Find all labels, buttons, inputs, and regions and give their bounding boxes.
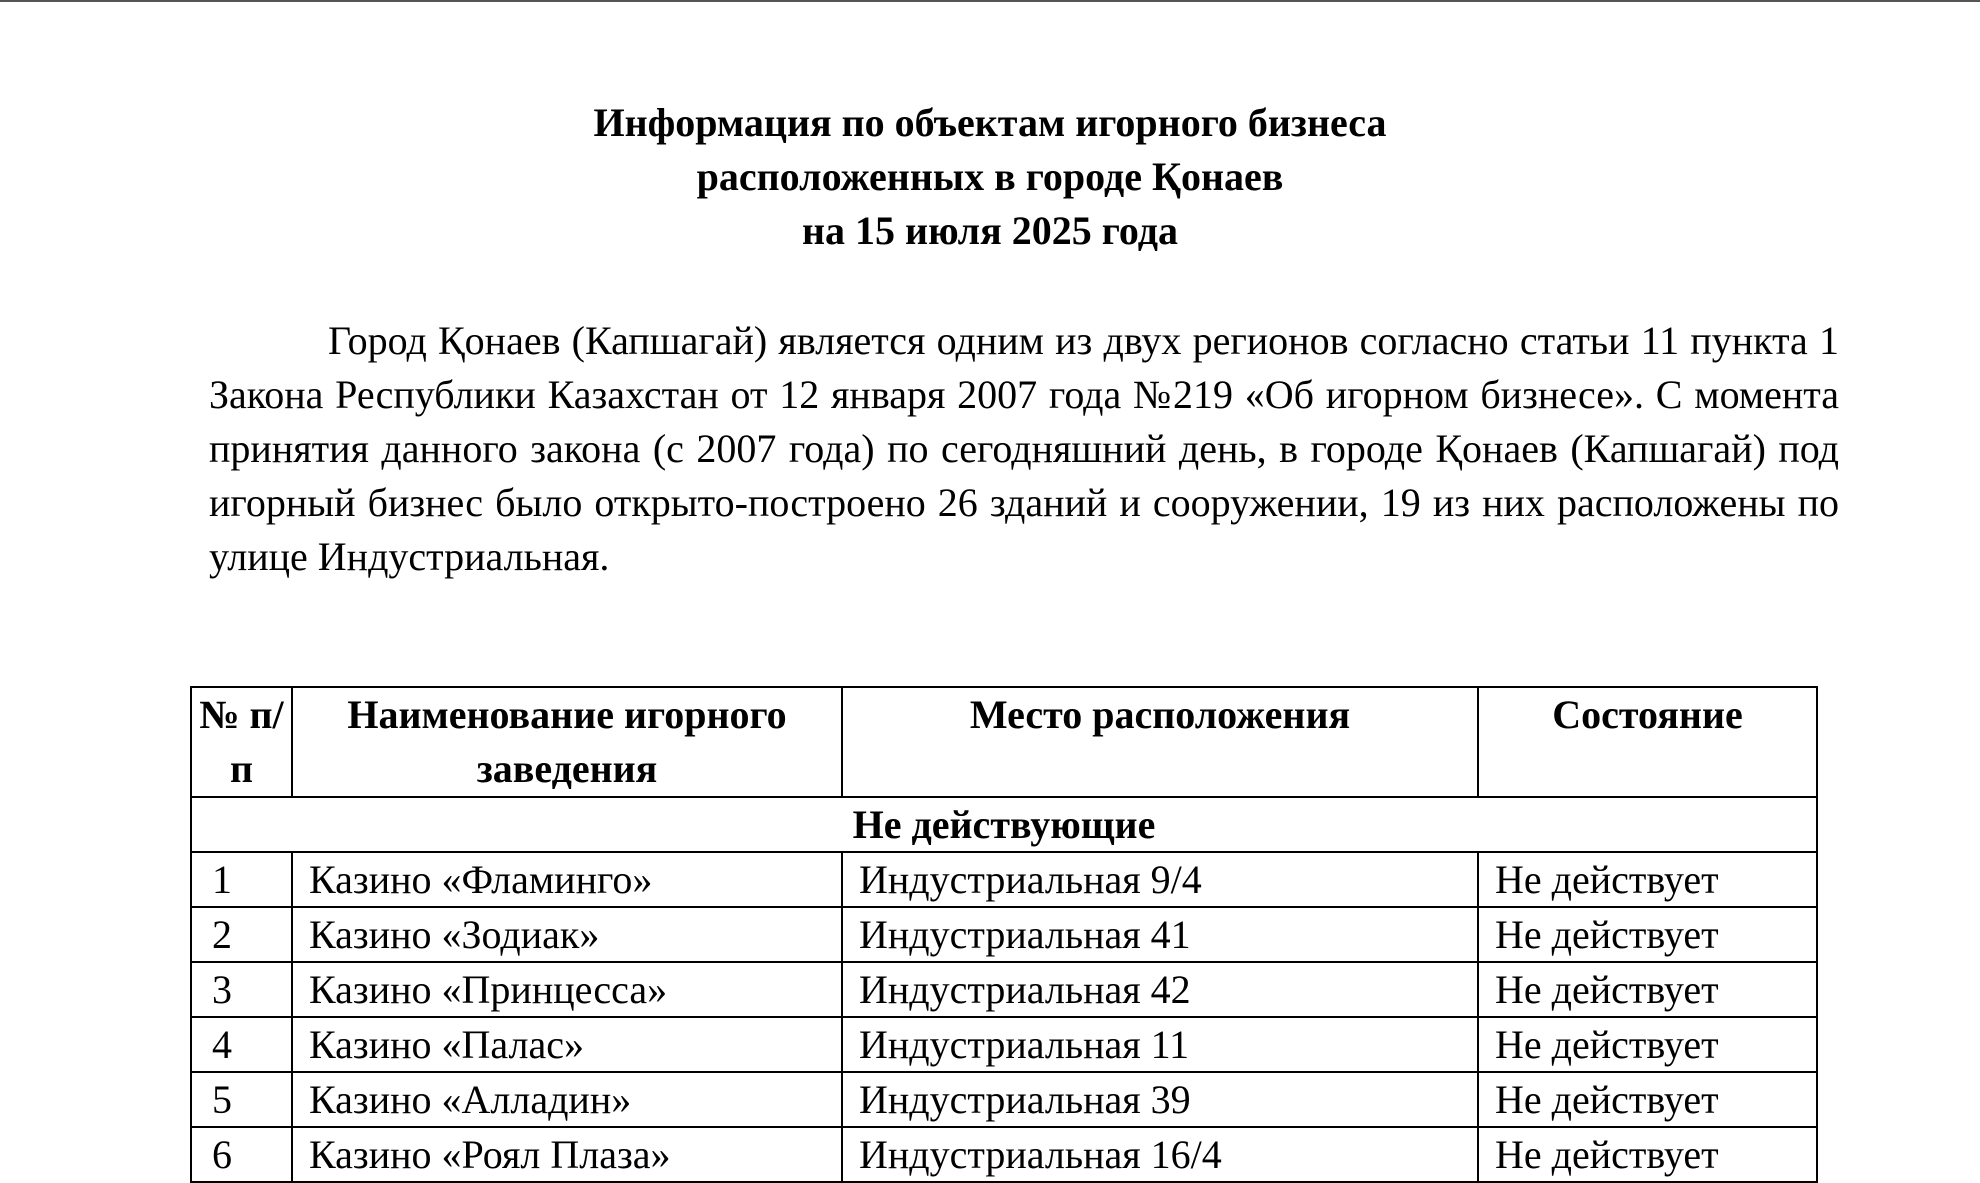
cell-number: 5 [191,1072,292,1127]
table-row [191,1072,1817,1127]
cell-location: Индустриальная 39 [842,1072,1478,1127]
cell-location: Индустриальная 9/4 [842,852,1478,907]
title-line-1: Информация по объектам игорного бизнеса [593,100,1387,145]
cell-status: Не действует [1478,852,1817,907]
header-location: Место расположения [842,687,1478,797]
cell-number: 4 [191,1017,292,1072]
cell-name: Казино «Палас» [292,1017,842,1072]
table-header-row [191,687,1817,797]
cell-status: Не действует [1478,1017,1817,1072]
cell-name: Казино «Алладин» [292,1072,842,1127]
header-number: № п/п [191,687,292,797]
cell-status: Не действует [1478,1072,1817,1127]
header-name: Наименование игорного заведения [292,687,842,797]
table-row [191,962,1817,1017]
title-line-2: расположенных в городе Қонаев [696,154,1284,199]
cell-number: 6 [191,1127,292,1182]
section-row [191,797,1817,852]
document-title [0,96,1980,258]
table-row [191,907,1817,962]
gambling-objects-table [190,686,1818,1183]
cell-name: Казино «Роял Плаза» [292,1127,842,1182]
cell-name: Казино «Принцесса» [292,962,842,1017]
cell-number: 3 [191,962,292,1017]
cell-location: Индустриальная 41 [842,907,1478,962]
cell-number: 1 [191,852,292,907]
cell-name: Казино «Фламинго» [292,852,842,907]
header-status: Состояние [1478,687,1817,797]
section-title: Не действующие [191,797,1817,852]
table-row [191,1127,1817,1182]
cell-location: Индустриальная 16/4 [842,1127,1478,1182]
page-top-border [0,0,1980,2]
cell-status: Не действует [1478,907,1817,962]
cell-status: Не действует [1478,962,1817,1017]
table-row [191,852,1817,907]
intro-paragraph: Город Қонаев (Капшагай) является одним из двух регионов согласно статьи 11 пункта 1 Закона Республики Казахстан от 12 января 2007 года №219 «Об игорном бизнесе». С момента принятия данного закона (с 2007 года) по сегодняшний день, в городе Қонаев (Капшагай) под игорный бизнес было открыто-построено 26 зданий и сооружении, 19 из них расположены по улице Индустриальная. [209,318,1839,579]
cell-status: Не действует [1478,1127,1817,1182]
cell-location: Индустриальная 11 [842,1017,1478,1072]
table-row [191,1017,1817,1072]
cell-number: 2 [191,907,292,962]
cell-location: Индустриальная 42 [842,962,1478,1017]
cell-name: Казино «Зодиак» [292,907,842,962]
title-line-3: на 15 июля 2025 года [802,208,1178,253]
